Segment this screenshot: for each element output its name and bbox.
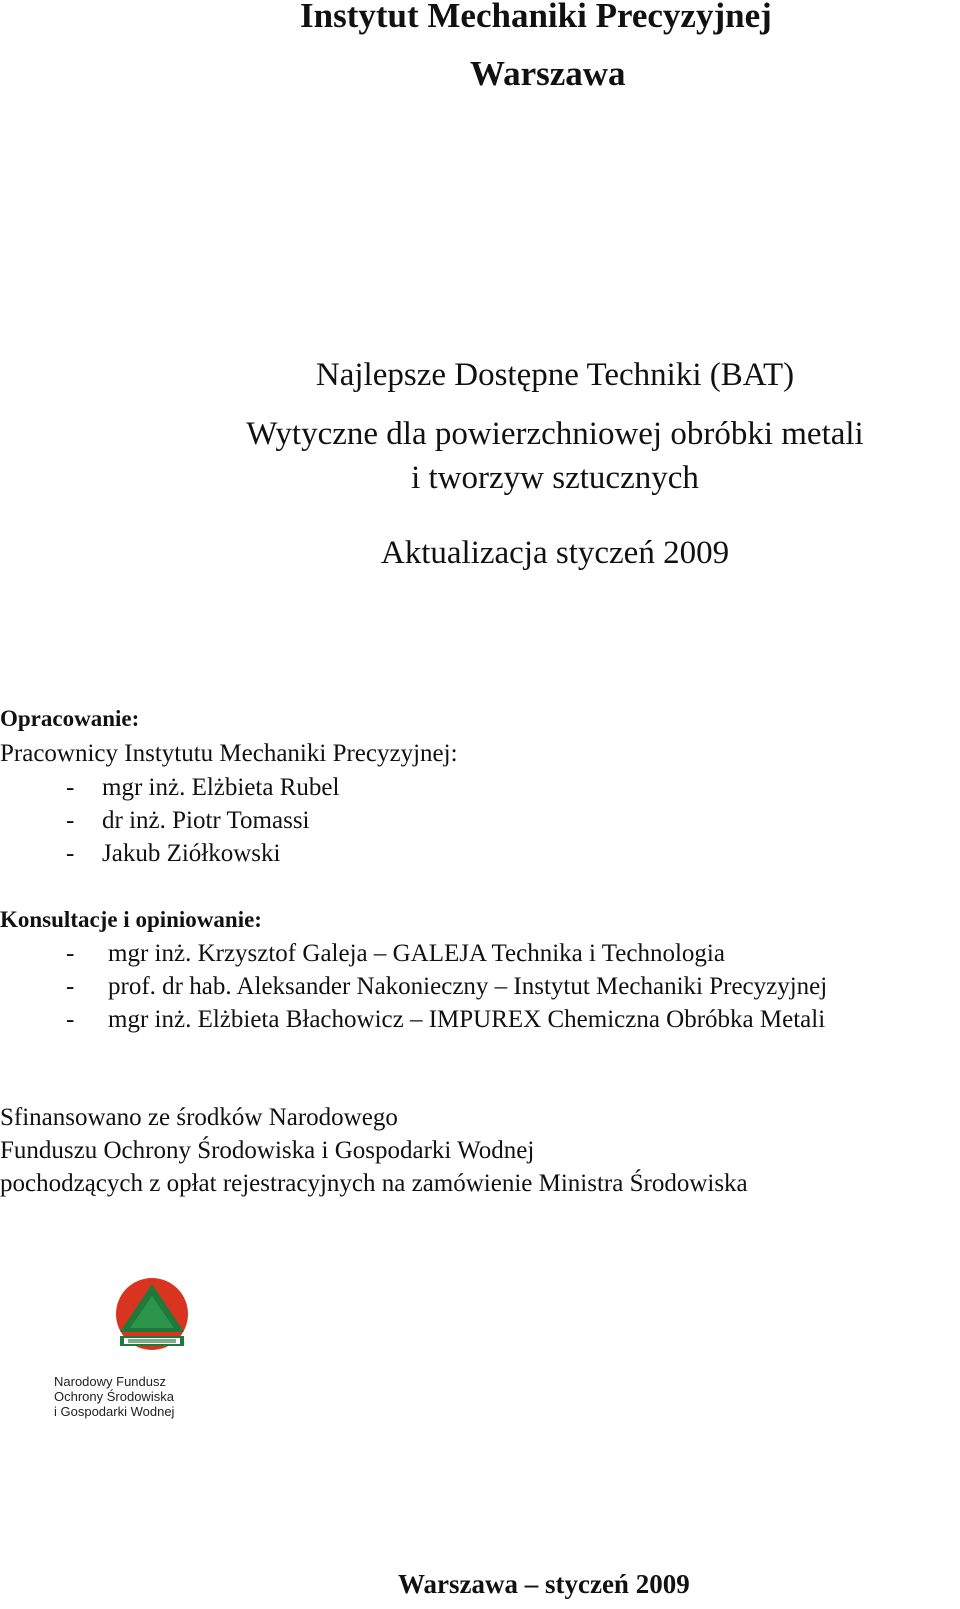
consult-label: Konsultacje i opiniowanie:	[0, 907, 262, 932]
consult-person	[66, 940, 725, 968]
document-subtitle-line2: i tworzyw sztucznych	[411, 460, 699, 496]
prepared-person	[66, 774, 339, 802]
document-title: Najlepsze Dostępne Techniki (BAT)	[315, 357, 795, 393]
list-bullet: -	[66, 973, 75, 1000]
funding-line: Funduszu Ochrony Środowiska i Gospodarki Wodnej	[0, 1137, 535, 1164]
funding-line: Sfinansowano ze środków Narodowego	[0, 1104, 398, 1131]
prepared-intro: Pracownicy Instytutu Mechaniki Precyzyjnej:	[0, 740, 458, 767]
consult-person-name: mgr inż. Krzysztof Galeja – GALEJA Technika i Technologia	[108, 940, 725, 967]
consult-person-name: mgr inż. Elżbieta Błachowicz – IMPUREX Chemiczna Obróbka Metali	[108, 1006, 826, 1033]
consult-person	[66, 1006, 825, 1034]
prepared-person-name: mgr inż. Elżbieta Rubel	[102, 774, 340, 801]
list-bullet: -	[66, 774, 75, 801]
footer-place-date: Warszawa – styczeń 2009	[398, 1569, 690, 1599]
consult-person-name: prof. dr hab. Aleksander Nakonieczny – Instytut Mechaniki Precyzyjnej	[108, 973, 828, 1000]
prepared-label: Opracowanie:	[0, 706, 140, 731]
funding-line: pochodzących z opłat rejestracyjnych na zamówienie Ministra Środowiska	[0, 1170, 748, 1197]
prepared-person-name: dr inż. Piotr Tomassi	[102, 807, 310, 834]
update-date: Aktualizacja styczeń 2009	[380, 535, 730, 571]
list-bullet: -	[66, 940, 75, 967]
list-bullet: -	[66, 1006, 75, 1033]
consult-person	[66, 973, 827, 1001]
list-bullet: -	[66, 807, 75, 834]
institute-name: Instytut Mechaniki Precyzyjnej	[300, 0, 772, 35]
prepared-person	[66, 807, 310, 835]
logo-emblem	[116, 1278, 188, 1350]
institute-city: Warszawa	[470, 54, 626, 93]
document-subtitle-line1: Wytyczne dla powierzchniowej obróbki metali	[246, 416, 864, 452]
prepared-person-name: Jakub Ziółkowski	[102, 840, 281, 867]
list-bullet: -	[66, 840, 75, 867]
logo-caption: Narodowy Fundusz Ochrony Środowiska i Gospodarki Wodnej	[54, 1374, 175, 1419]
prepared-person	[66, 840, 280, 868]
